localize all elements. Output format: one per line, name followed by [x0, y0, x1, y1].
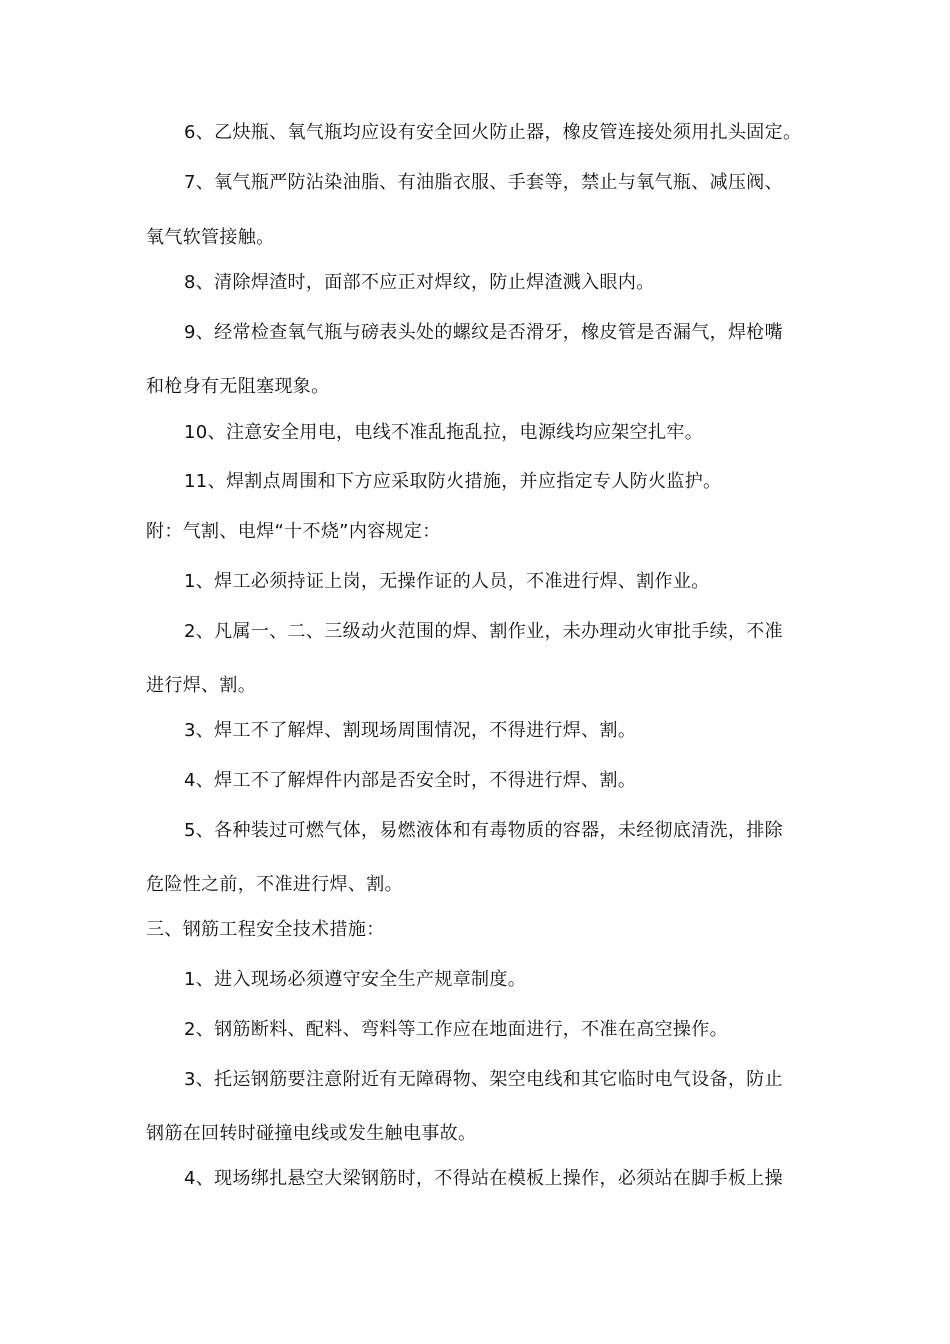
paragraph-line: 2、钢筋断料、配料、弯料等工作应在地面进行，不准在高空操作。 — [184, 1019, 728, 1040]
paragraph-continuation: 和枪身有无阻塞现象。 — [146, 376, 330, 397]
paragraph-continuation: 危险性之前，不准进行焊、割。 — [146, 874, 403, 895]
paragraph-continuation: 进行焊、割。 — [146, 675, 257, 696]
paragraph-line: 2、凡属一、二、三级动火范围的焊、割作业，未办理动火审批手续，不准 — [184, 621, 783, 642]
section-heading: 三、钢筋工程安全技术措施： — [146, 919, 385, 940]
paragraph-line: 10、注意安全用电，电线不准乱拖乱拉，电源线均应架空扎牢。 — [184, 422, 704, 443]
paragraph-line: 4、焊工不了解焊件内部是否安全时，不得进行焊、割。 — [184, 770, 637, 791]
paragraph-continuation: 钢筋在回转时碰撞电线或发生触电事故。 — [146, 1123, 477, 1144]
appendix-heading: 附：气割、电焊“十不烧”内容规定： — [146, 521, 441, 542]
paragraph-line: 8、清除焊渣时，面部不应正对焊纹，防止焊渣溅入眼内。 — [184, 272, 655, 293]
paragraph-line: 3、托运钢筋要注意附近有无障碍物、架空电线和其它临时电气设备，防止 — [184, 1069, 783, 1090]
paragraph-line: 1、焊工必须持证上岗，无操作证的人员，不准进行焊、割作业。 — [184, 571, 710, 592]
paragraph-line: 6、乙炔瓶、氧气瓶均应设有安全回火防止器，橡皮管连接处须用扎头固定。 — [184, 122, 802, 143]
paragraph-line: 9、经常检查氧气瓶与磅表头处的螺纹是否滑牙，橡皮管是否漏气，焊枪嘴 — [184, 322, 783, 343]
paragraph-line: 1、进入现场必须遵守安全生产规章制度。 — [184, 969, 527, 990]
paragraph-line: 7、氧气瓶严防沾染油脂、有油脂衣服、手套等，禁止与氧气瓶、减压阀、 — [184, 172, 783, 193]
paragraph-line: 4、现场绑扎悬空大梁钢筋时，不得站在模板上操作，必须站在脚手板上操 — [184, 1168, 783, 1189]
paragraph-line: 11、焊割点周围和下方应采取防火措施，并应指定专人防火监护。 — [184, 471, 722, 492]
paragraph-continuation: 氧气软管接触。 — [146, 227, 275, 248]
paragraph-line: 5、各种装过可燃气体，易燃液体和有毒物质的容器，未经彻底清洗，排除 — [184, 820, 783, 841]
paragraph-line: 3、焊工不了解焊、割现场周围情况，不得进行焊、割。 — [184, 720, 637, 741]
